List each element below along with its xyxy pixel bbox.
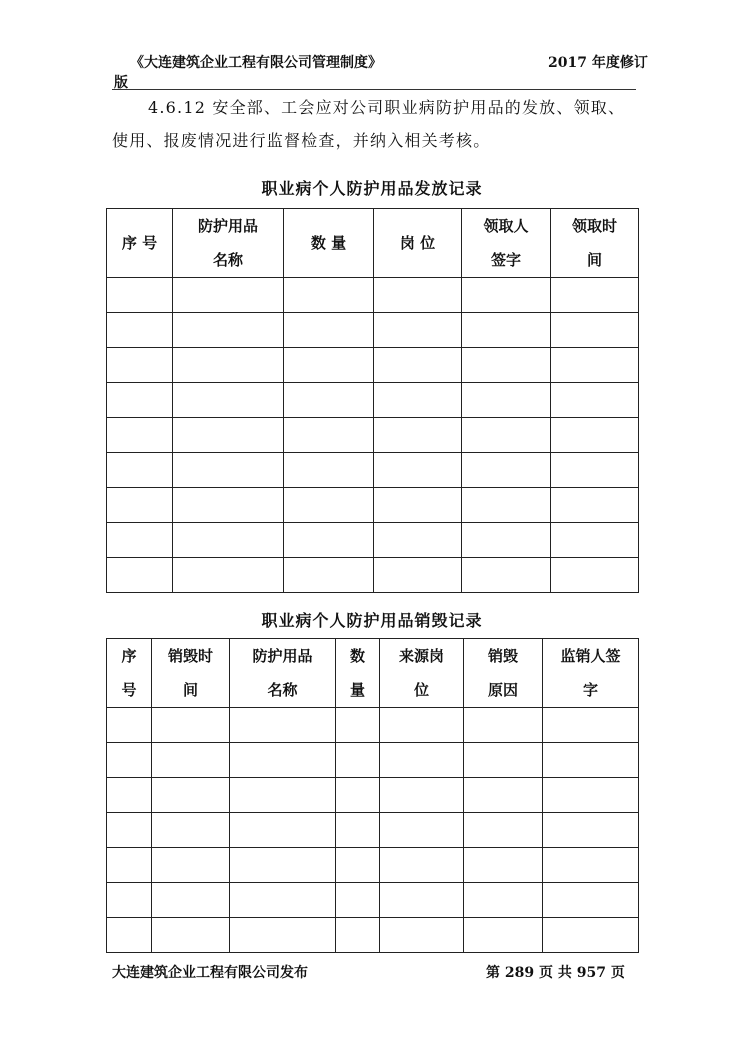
table-cell bbox=[284, 313, 374, 348]
table-row bbox=[107, 918, 639, 953]
table-cell bbox=[107, 743, 152, 778]
table-cell bbox=[380, 883, 464, 918]
table-cell bbox=[336, 848, 380, 883]
table-cell bbox=[107, 883, 152, 918]
table-row bbox=[107, 708, 639, 743]
table-cell bbox=[551, 488, 639, 523]
table-row bbox=[107, 813, 639, 848]
table-cell bbox=[374, 313, 462, 348]
table-row bbox=[107, 523, 639, 558]
header-cell-item-name: 防护用品 名称 bbox=[230, 639, 336, 708]
table-row bbox=[107, 848, 639, 883]
table-cell bbox=[464, 778, 543, 813]
table-cell bbox=[173, 488, 284, 523]
footer-page-number: 第 289 页 共 957 页 bbox=[486, 965, 625, 981]
table-row bbox=[107, 743, 639, 778]
table-cell bbox=[152, 883, 230, 918]
table-cell bbox=[284, 453, 374, 488]
table-cell bbox=[462, 418, 551, 453]
table-cell bbox=[284, 418, 374, 453]
header-cell-receiver-signature: 领取人 签字 bbox=[462, 209, 551, 278]
table-row bbox=[107, 278, 639, 313]
table-cell bbox=[284, 523, 374, 558]
table-cell bbox=[152, 848, 230, 883]
table-cell bbox=[462, 278, 551, 313]
table-cell bbox=[107, 488, 173, 523]
table-cell bbox=[284, 348, 374, 383]
header-cell-source-post: 来源岗 位 bbox=[380, 639, 464, 708]
table-cell bbox=[374, 278, 462, 313]
table-row bbox=[107, 313, 639, 348]
table-row bbox=[107, 488, 639, 523]
table-cell bbox=[543, 883, 639, 918]
table-cell bbox=[336, 778, 380, 813]
table-cell bbox=[107, 918, 152, 953]
table-cell bbox=[464, 918, 543, 953]
table-cell bbox=[380, 918, 464, 953]
header-cell-destroy-time: 销毁时 间 bbox=[152, 639, 230, 708]
header-rule bbox=[112, 89, 636, 90]
table-cell bbox=[230, 883, 336, 918]
table-cell bbox=[551, 278, 639, 313]
header-cell-quantity: 数 量 bbox=[284, 209, 374, 278]
header-cell-quantity: 数 量 bbox=[336, 639, 380, 708]
table-cell bbox=[107, 383, 173, 418]
table-cell bbox=[462, 348, 551, 383]
table-cell bbox=[380, 813, 464, 848]
table-cell bbox=[374, 383, 462, 418]
table-cell bbox=[107, 418, 173, 453]
table-cell bbox=[152, 778, 230, 813]
header-cell-serial: 序 号 bbox=[107, 209, 173, 278]
table-row bbox=[107, 418, 639, 453]
table-row bbox=[107, 453, 639, 488]
table-cell bbox=[380, 778, 464, 813]
table-cell bbox=[173, 558, 284, 593]
destruction-record-title: 职业病个人防护用品销毁记录 bbox=[261, 611, 483, 630]
table-row bbox=[107, 348, 639, 383]
table-cell bbox=[551, 453, 639, 488]
table-cell bbox=[462, 558, 551, 593]
table-cell bbox=[230, 848, 336, 883]
table-cell bbox=[374, 348, 462, 383]
table-cell bbox=[107, 348, 173, 383]
table-cell bbox=[464, 743, 543, 778]
header-cell-post: 岗 位 bbox=[374, 209, 462, 278]
table-header-row bbox=[107, 209, 639, 278]
table-cell bbox=[173, 453, 284, 488]
table-cell bbox=[543, 778, 639, 813]
table-cell bbox=[107, 278, 173, 313]
header-cell-supervisor-signature: 监销人签 字 bbox=[543, 639, 639, 708]
table-cell bbox=[543, 708, 639, 743]
table-cell bbox=[336, 883, 380, 918]
table-cell bbox=[374, 453, 462, 488]
table-cell bbox=[464, 813, 543, 848]
table-cell bbox=[374, 558, 462, 593]
table-cell bbox=[380, 848, 464, 883]
table-cell bbox=[152, 813, 230, 848]
table-cell bbox=[284, 383, 374, 418]
table-cell bbox=[380, 708, 464, 743]
table-cell bbox=[230, 778, 336, 813]
table-cell bbox=[107, 558, 173, 593]
table-cell bbox=[462, 383, 551, 418]
header-year: 2017 年度修订 bbox=[548, 55, 648, 71]
table-cell bbox=[464, 883, 543, 918]
table-cell bbox=[543, 848, 639, 883]
table-row bbox=[107, 778, 639, 813]
header-cell-serial: 序 号 bbox=[107, 639, 152, 708]
table-cell bbox=[462, 453, 551, 488]
table-cell bbox=[551, 348, 639, 383]
table-cell bbox=[464, 848, 543, 883]
table-cell bbox=[284, 278, 374, 313]
table-cell bbox=[152, 918, 230, 953]
table-cell bbox=[107, 848, 152, 883]
table-cell bbox=[173, 278, 284, 313]
table-cell bbox=[284, 558, 374, 593]
header-cell-destroy-reason: 销毁 原因 bbox=[464, 639, 543, 708]
table-cell bbox=[173, 348, 284, 383]
table-cell bbox=[152, 708, 230, 743]
paragraph-line-1: 4.6.12 安全部、工会应对公司职业病防护用品的发放、领取、 bbox=[148, 98, 626, 117]
paragraph-line-2: 使用、报废情况进行监督检查，并纳入相关考核。 bbox=[112, 131, 491, 150]
table-cell bbox=[374, 488, 462, 523]
table-cell bbox=[543, 918, 639, 953]
table-cell bbox=[374, 418, 462, 453]
table-cell bbox=[551, 418, 639, 453]
table-row bbox=[107, 883, 639, 918]
table-cell bbox=[462, 488, 551, 523]
table-cell bbox=[336, 813, 380, 848]
header-cell-receive-time: 领取时 间 bbox=[551, 209, 639, 278]
table-cell bbox=[107, 813, 152, 848]
table-cell bbox=[173, 418, 284, 453]
table-cell bbox=[107, 523, 173, 558]
table-cell bbox=[336, 708, 380, 743]
table-cell bbox=[336, 918, 380, 953]
header-ban: 版 bbox=[114, 75, 128, 91]
table-row bbox=[107, 558, 639, 593]
table-row bbox=[107, 383, 639, 418]
table-cell bbox=[551, 523, 639, 558]
table-cell bbox=[462, 523, 551, 558]
table-header-row bbox=[107, 639, 639, 708]
table-cell bbox=[543, 813, 639, 848]
table-cell bbox=[107, 453, 173, 488]
header-cell-item-name: 防护用品 名称 bbox=[173, 209, 284, 278]
distribution-record-table bbox=[106, 208, 639, 593]
header-title: 《大连建筑企业工程有限公司管理制度》 bbox=[130, 55, 382, 71]
table-cell bbox=[107, 313, 173, 348]
table-cell bbox=[230, 708, 336, 743]
table-cell bbox=[464, 708, 543, 743]
table-cell bbox=[551, 383, 639, 418]
destruction-record-table bbox=[106, 638, 639, 953]
table-cell bbox=[230, 918, 336, 953]
table-cell bbox=[230, 813, 336, 848]
table-cell bbox=[107, 778, 152, 813]
table-cell bbox=[152, 743, 230, 778]
table-cell bbox=[173, 313, 284, 348]
table-cell bbox=[462, 313, 551, 348]
table-cell bbox=[374, 523, 462, 558]
table-cell bbox=[551, 558, 639, 593]
table-cell bbox=[543, 743, 639, 778]
table-cell bbox=[336, 743, 380, 778]
table-cell bbox=[230, 743, 336, 778]
footer-publisher: 大连建筑企业工程有限公司发布 bbox=[112, 965, 308, 981]
table-cell bbox=[284, 488, 374, 523]
table-cell bbox=[551, 313, 639, 348]
table-cell bbox=[173, 383, 284, 418]
distribution-record-title: 职业病个人防护用品发放记录 bbox=[261, 179, 483, 198]
table-cell bbox=[107, 708, 152, 743]
table-cell bbox=[173, 523, 284, 558]
table-cell bbox=[380, 743, 464, 778]
